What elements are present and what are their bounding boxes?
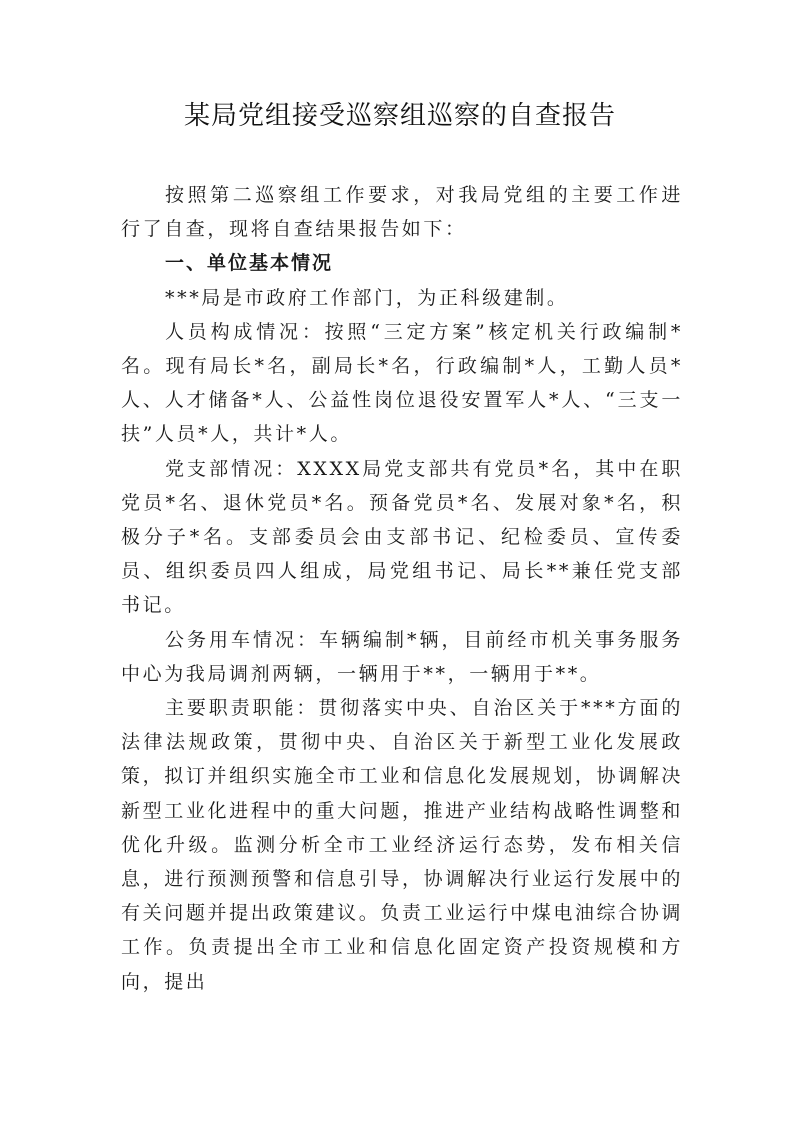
section-heading-basic-info: 一、单位基本情况 <box>165 252 334 275</box>
paragraph-party-branch: 党支部情况：XXXX局党支部共有党员*名，其中在职党员*名、退休党员*名。预备党员*名、发展对象*名，积极分子*名。支部委员会由支部书记、纪检委员、宣传委员、组织委员四人组成，局党组书记、局长**兼任党支部书记。 <box>121 457 683 617</box>
document-body <box>121 178 683 999</box>
document-title: 某局党组接受巡察组巡察的自查报告 <box>183 101 616 131</box>
paragraph-bureau-status: ***局是市政府工作部门，为正科级建制。 <box>165 286 569 309</box>
paragraph-intro: 按照第二巡察组工作要求，对我局党组的主要工作进行了自查，现将自查结果报告如下： <box>121 184 683 241</box>
paragraph-main-duties: 主要职责职能：贯彻落实中央、自治区关于***方面的法律法规政策，贯彻中央、自治区关于新型工业化发展政策，拟订并组织实施全市工业和信息化发展规划，协调解决新型工业化进程中的重大问题，推进产业结构战略性调整和优化升级。监测分析全市工业经济运行态势，发布相关信息，进行预测预警和信息引导，协调解决行业运行发展中的有关问题并提出政策建议。负责工业运行中煤电油综合协调工作。负责提出全市工业和信息化固定资产投资规模和方向，提出 <box>121 697 683 993</box>
paragraph-staffing: 人员构成情况：按照“三定方案”核定机关行政编制*名。现有局长*名，副局长*名，行政编制*人，工勤人员*人、人才储备*人、公益性岗位退役安置军人*人、“三支一扶”人员*人，共计*人。 <box>121 320 683 446</box>
paragraph-official-vehicles: 公务用车情况：车辆编制*辆，目前经市机关事务服务中心为我局调剂两辆，一辆用于**，一辆用于**。 <box>121 628 683 685</box>
